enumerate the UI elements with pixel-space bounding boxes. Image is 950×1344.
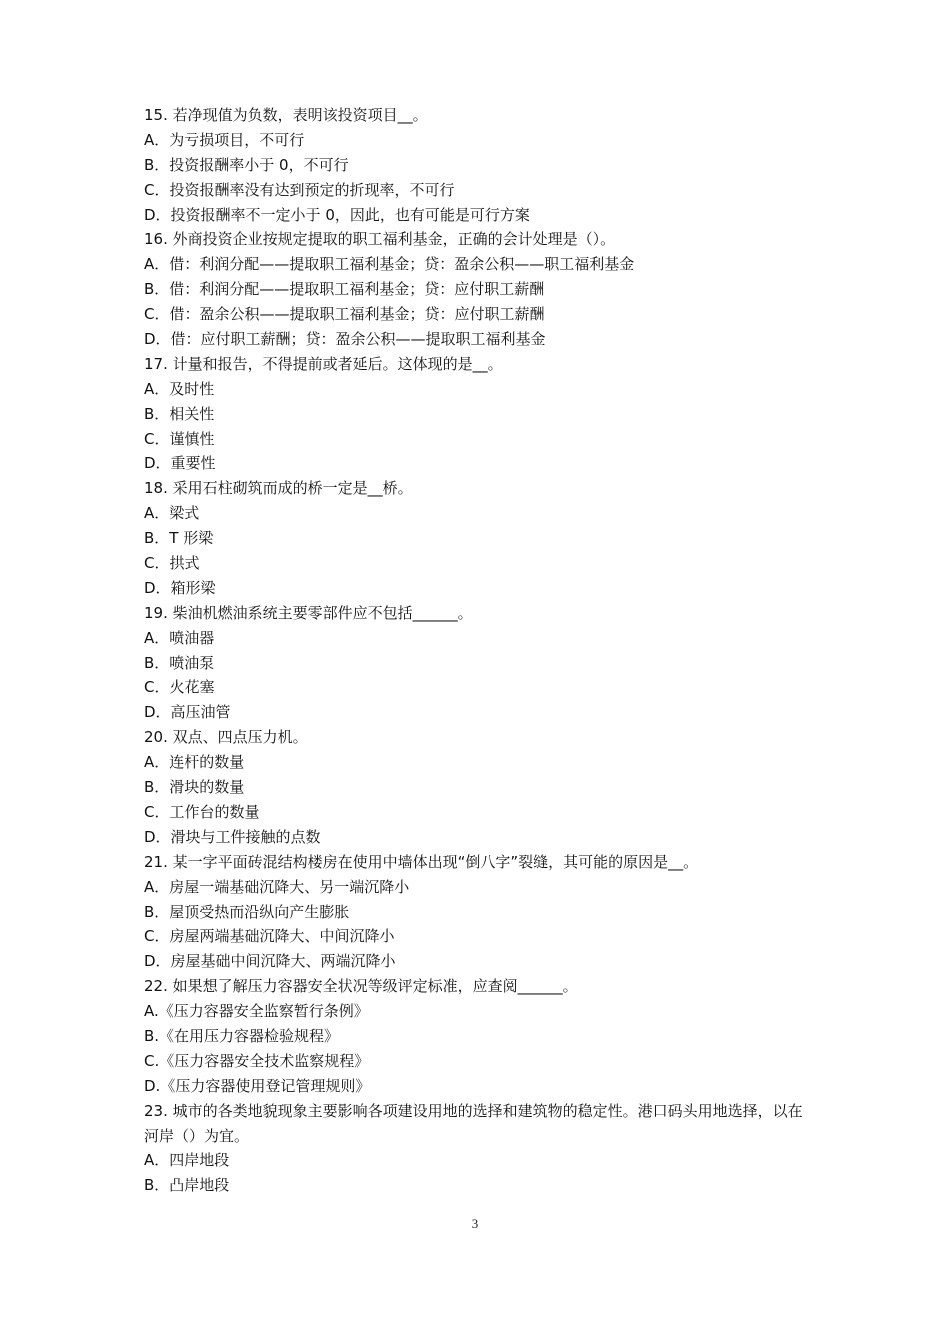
question-18 [144,476,814,600]
option-c: C．房屋两端基础沉降大、中间沉降小 [144,927,395,946]
option-b: B．屋顶受热而沿纵向产生膨胀 [144,902,350,921]
option-d: D．滑块与工件接触的点数 [144,827,321,846]
option-a: A．喷油器 [144,628,215,647]
option-c: C．谨慎性 [144,429,215,448]
option-c: C.《压力容器安全技术监察规程》 [144,1051,370,1070]
option-a: A．为亏损项目，不可行 [144,130,305,149]
option-a: A．及时性 [144,379,215,398]
option-a: A．四岸地段 [144,1151,230,1170]
question-15 [144,103,814,227]
option-b: B．喷油泵 [144,653,215,672]
option-d: D．重要性 [144,454,216,473]
question-stem: 16. 外商投资企业按规定提取的职工福利基金，正确的会计处理是（）。 [144,230,616,249]
option-a: A．房屋一端基础沉降大、另一端沉降小 [144,877,410,896]
question-list [144,103,814,1198]
option-d: D．借：应付职工薪酬；贷：盈余公积——提取职工福利基金 [144,330,546,349]
option-c: C．借：盈余公积——提取职工福利基金；贷：应付职工薪酬 [144,305,545,324]
question-stem: 20. 双点、四点压力机。 [144,728,308,747]
option-d: D．房屋基础中间沉降大、两端沉降小 [144,952,396,971]
question-23 [144,1099,814,1199]
option-a: A．梁式 [144,504,200,523]
question-19 [144,601,814,725]
option-d: D．箱形梁 [144,578,216,597]
option-a: A.《压力容器安全监察暂行条例》 [144,1002,369,1021]
option-d: D.《压力容器使用登记管理规则》 [144,1076,371,1095]
option-a: A．借：利润分配——提取职工福利基金；贷：盈余公积——职工福利基金 [144,255,635,274]
option-b: B．凸岸地段 [144,1176,230,1195]
option-b: B.《在用压力容器检验规程》 [144,1026,340,1045]
option-d: D．投资报酬率不一定小于 0，因此，也有可能是可行方案 [144,205,530,224]
option-c: C．火花塞 [144,678,215,697]
option-d: D．高压油管 [144,703,231,722]
option-c: C．投资报酬率没有达到预定的折现率，不可行 [144,180,455,199]
question-17 [144,352,814,476]
option-b: B．相关性 [144,404,215,423]
question-stem: 22. 如果想了解压力容器安全状况等级评定标准，应查阅______。 [144,977,578,996]
question-stem: 19. 柴油机燃油系统主要零部件应不包括______。 [144,603,473,622]
question-stem: 18. 采用石柱砌筑而成的桥一定是__桥。 [144,479,413,498]
option-a: A．连杆的数量 [144,753,245,772]
page-number: 3 [471,1216,479,1231]
question-16 [144,227,814,351]
question-stem: 15. 若净现值为负数，表明该投资项目__。 [144,106,428,124]
question-stem: 23. 城市的各类地貌现象主要影响各项建设用地的选择和建筑物的稳定性。港口码头用地选择，以在河岸（）为宜。 [144,1101,803,1145]
option-c: C．工作台的数量 [144,802,260,821]
question-20 [144,725,814,849]
question-22 [144,974,814,1098]
option-b: B．T 形梁 [144,529,214,548]
question-stem: 21. 某一字平面砖混结构楼房在使用中墙体出现“倒八字”裂缝，其可能的原因是__。 [144,852,699,871]
option-b: B．借：利润分配——提取职工福利基金；贷：应付职工薪酬 [144,280,545,299]
question-21 [144,850,814,974]
option-b: B．投资报酬率小于 0，不可行 [144,155,349,174]
option-c: C．拱式 [144,554,200,573]
option-b: B．滑块的数量 [144,778,245,797]
question-stem: 17. 计量和报告，不得提前或者延后。这体现的是__。 [144,354,503,373]
